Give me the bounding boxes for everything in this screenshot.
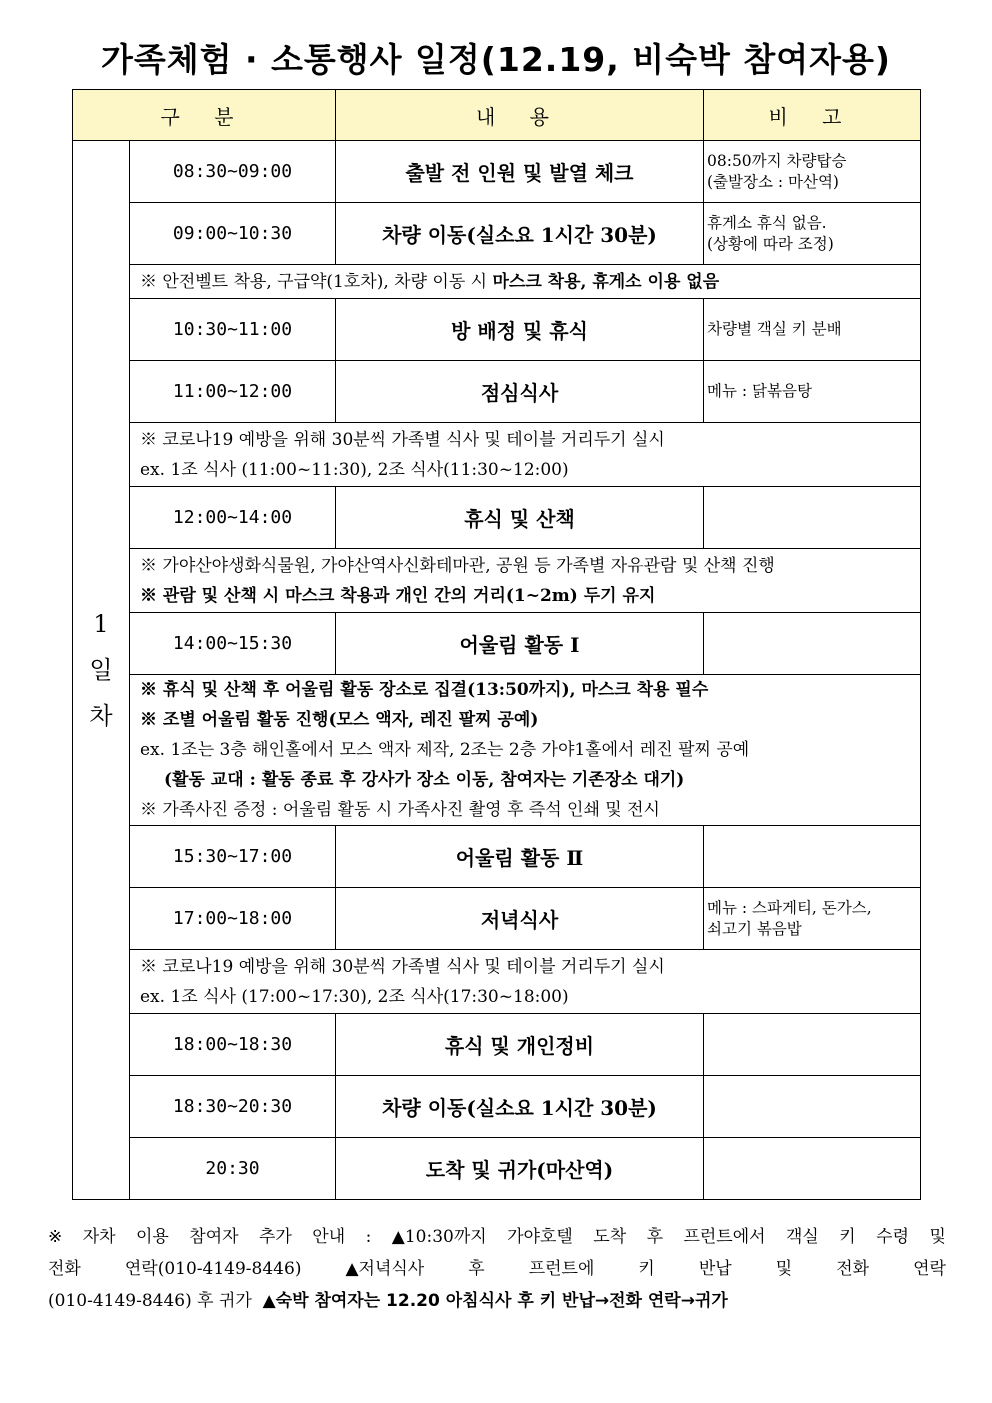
time-cell: 10:30~11:00 [130, 299, 336, 361]
footer-line-2 [48, 1253, 946, 1285]
time-cell: 17:00~18:00 [130, 888, 336, 950]
remarks-cell: 메뉴 : 닭볶음탕 [704, 361, 921, 423]
table-row [73, 203, 921, 265]
table-row [73, 1138, 921, 1200]
footer-word: 자차 [82, 1227, 116, 1247]
time-cell: 15:30~17:00 [130, 826, 336, 888]
page-title: 가족체험 · 소통행사 일정(12.19, 비숙박 참여자용) [101, 40, 891, 79]
content-cell: 출발 전 인원 및 발열 체크 [336, 141, 704, 203]
remarks-cell [704, 1138, 921, 1200]
schedule-table [72, 89, 921, 1200]
footer-line-3: (010-4149-8446) 후 귀가 ▲숙박 참여자는 12.20 아침식사 후 키 반납→전화 연락→귀가 [48, 1291, 728, 1311]
footer-word: 전화 [836, 1259, 870, 1279]
table-row [73, 487, 921, 549]
footer-word: 가야호텔 [507, 1227, 573, 1247]
activity-note: ※ 휴식 및 산책 후 어울림 활동 장소로 집결(13:50까지), 마스크 착용 필수 ※ 조별 어울림 활동 진행(모스 액자, 레진 팔찌 공예) ex. 1조는 3층 해인홀에서 모스 액자 제작, 2조는 2층 가야1홀에서 레진 팔찌 공예 (활동 교대 : 활동 종료 후 강사가 장소 이동, 참여자는 기존장소 대기) ※ 가족사진 증정 : 어울림 활동 시 가족사진 촬영 후 즉석 인쇄 및 전시 [130, 675, 921, 826]
footer-word: 후 [646, 1227, 663, 1247]
table-row [73, 826, 921, 888]
content-cell: 저녁식사 [336, 888, 704, 950]
footer-word: 연락(010-4149-8446) [124, 1259, 302, 1279]
header-remarks: 비 고 [704, 90, 921, 141]
footer-word: 연락 [913, 1259, 946, 1279]
info-row [73, 950, 921, 1014]
seatbelt-note: ※ 안전벨트 착용, 구급약(1호차), 차량 이동 시 마스크 착용, 휴게소 이용 없음 [130, 265, 921, 299]
footer-word: 객실 [786, 1227, 819, 1247]
footer-word: 참여자 [189, 1227, 239, 1247]
info-row [73, 675, 921, 826]
time-cell: 18:00~18:30 [130, 1014, 336, 1076]
time-cell: 12:00~14:00 [130, 487, 336, 549]
footer-word: ※ [48, 1227, 63, 1247]
footer-word: ▲10:30까지 [391, 1227, 487, 1247]
table-row [73, 299, 921, 361]
footer-word: 반납 [698, 1259, 732, 1279]
time-cell: 08:30~09:00 [130, 141, 336, 203]
table-row [73, 141, 921, 203]
remarks-cell: 메뉴 : 스파게티, 돈가스, 쇠고기 볶음밥 [704, 888, 921, 950]
lunch-note: ※ 코로나19 예방을 위해 30분씩 가족별 식사 및 테이블 거리두기 실시 ex. 1조 식사 (11:00~11:30), 2조 식사(11:30~12:00) [130, 423, 921, 487]
footer-word: 후 [468, 1259, 485, 1279]
info-row [73, 423, 921, 487]
info-row [73, 549, 921, 613]
content-cell: 도착 및 귀가(마산역) [336, 1138, 704, 1200]
footer-word: : [365, 1227, 372, 1247]
content-cell: 점심식사 [336, 361, 704, 423]
table-row [73, 1076, 921, 1138]
table-row [73, 1014, 921, 1076]
remarks-cell [704, 487, 921, 549]
day-label: 1 일 차 [73, 141, 130, 1200]
footer-word: 및 [775, 1259, 793, 1279]
footer-word: 키 [839, 1227, 856, 1247]
footer-word: 도착 [593, 1227, 627, 1247]
footer-line-1 [48, 1221, 946, 1253]
footer-notice [48, 1221, 946, 1317]
content-cell: 방 배정 및 휴식 [336, 299, 704, 361]
header-category: 구 분 [73, 90, 336, 141]
content-cell: 휴식 및 개인정비 [336, 1014, 704, 1076]
time-cell: 11:00~12:00 [130, 361, 336, 423]
footer-word: 프런트에 [528, 1259, 595, 1279]
remarks-cell [704, 613, 921, 675]
footer-word: 프런트에서 [683, 1227, 766, 1247]
walk-note: ※ 가야산야생화식물원, 가야산역사신화테마관, 공원 등 가족별 자유관람 및 산책 진행 ※ 관람 및 산책 시 마스크 착용과 개인 간의 거리(1~2m) 두기 유지 [130, 549, 921, 613]
content-cell: 어울림 활동 Ⅰ [336, 613, 704, 675]
table-header-row [73, 90, 921, 141]
content-cell: 차량 이동(실소요 1시간 30분) [336, 203, 704, 265]
content-cell: 차량 이동(실소요 1시간 30분) [336, 1076, 704, 1138]
remarks-cell: 휴게소 휴식 없음. (상황에 따라 조정) [704, 203, 921, 265]
time-cell: 18:30~20:30 [130, 1076, 336, 1138]
footer-word: 이용 [135, 1227, 169, 1247]
footer-word: 수령 [876, 1227, 910, 1247]
content-cell: 휴식 및 산책 [336, 487, 704, 549]
remarks-cell: 08:50까지 차량탑승 (출발장소 : 마산역) [704, 141, 921, 203]
dinner-note: ※ 코로나19 예방을 위해 30분씩 가족별 식사 및 테이블 거리두기 실시 ex. 1조 식사 (17:00~17:30), 2조 식사(17:30~18:00) [130, 950, 921, 1014]
header-content: 내 용 [336, 90, 704, 141]
remarks-cell [704, 1076, 921, 1138]
footer-word: ▲저녁식사 [345, 1259, 425, 1279]
time-cell: 09:00~10:30 [130, 203, 336, 265]
info-row [73, 265, 921, 299]
footer-word: 키 [638, 1259, 655, 1279]
footer-word: 및 [929, 1227, 946, 1247]
footer-word: 전화 [48, 1259, 81, 1279]
footer-word: 추가 [259, 1227, 292, 1247]
time-cell: 14:00~15:30 [130, 613, 336, 675]
remarks-cell [704, 1014, 921, 1076]
footer-word: 안내 [312, 1227, 346, 1247]
table-row [73, 888, 921, 950]
remarks-cell: 차량별 객실 키 분배 [704, 299, 921, 361]
content-cell: 어울림 활동 Ⅱ [336, 826, 704, 888]
table-row [73, 361, 921, 423]
remarks-cell [704, 826, 921, 888]
time-cell: 20:30 [130, 1138, 336, 1200]
table-row [73, 613, 921, 675]
